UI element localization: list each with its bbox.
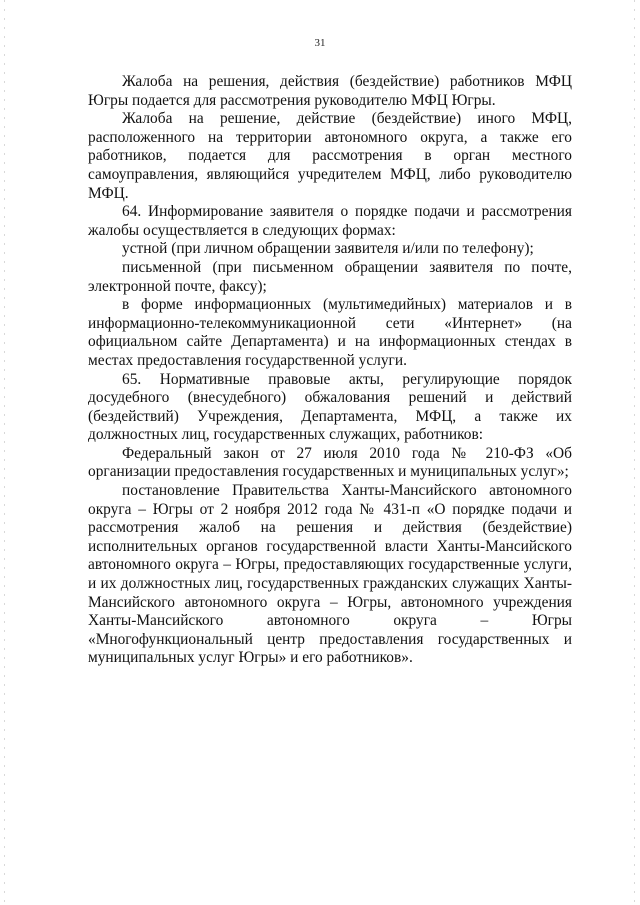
paragraph-64-informing: 64. Информирование заявителя о порядке подачи и рассмотрения жалобы осуществляется в следующих формах: (88, 203, 572, 239)
paragraph-complaint-mfc-workers: Жалоба на решения, действия (бездействие) работников МФЦ Югры подается для рассмотрения руководителю МФЦ Югры. (88, 73, 572, 109)
page-number: 31 (314, 37, 326, 49)
paragraph-complaint-other-mfc: Жалоба на решение, действие (бездействие) иного МФЦ, расположенного на территории автономного округа, а также его работников, подается для рассмотрения в орган местного самоуправления, являющийся учредителем МФЦ, либо руководителю МФЦ. (88, 110, 572, 202)
paragraph-federal-law-210: Федеральный закон от 27 июля 2010 года № 210-ФЗ «Об организации предоставления государственных и муниципальных услуг»; (88, 444, 572, 481)
paragraph-65-normative-acts: 65. Нормативные правовые акты, регулирующие порядок досудебного (внесудебного) обжалования решений и действий (бездействий) Учреждения, Департамента, МФЦ, а также их должностных лиц, государственных служащих, работников: (88, 370, 572, 444)
paragraph-resolution-431: постановление Правительства Ханты-Мансийского автономного округа – Югры от 2 ноября 2012 года № 431-п «О порядке подачи и рассмотрения жалоб на решения и действия (бездействие) исполнительных органов государственной власти Ханты-Мансийского автономного округа – Югры, предоставляющих государственные услуги, и их должностных лиц, государственных гражданских служащих Ханты-Мансийского автономного округа – Югры, автономного учреждения Ханты-Мансийского автономного округа – Югры «Многофункциональный центр предоставления государственных и муниципальных услуг Югры» и его работников». (88, 482, 572, 667)
scan-edge-right (634, 0, 635, 905)
paragraph-form-written: письменной (при письменном обращении заявителя по почте, электронной почте, факсу); (88, 258, 572, 295)
paragraph-form-multimedia: в форме информационных (мультимедийных) материалов и в информационно-телекоммуникационной сети «Интернет» (на официальном сайте Департамента) и на информационных стендах в местах предоставления государственной услуги. (88, 296, 572, 369)
document-body (88, 73, 572, 668)
paragraph-form-oral: устной (при личном обращении заявителя и/или по телефону); (122, 240, 534, 258)
scan-edge-left (4, 0, 5, 905)
